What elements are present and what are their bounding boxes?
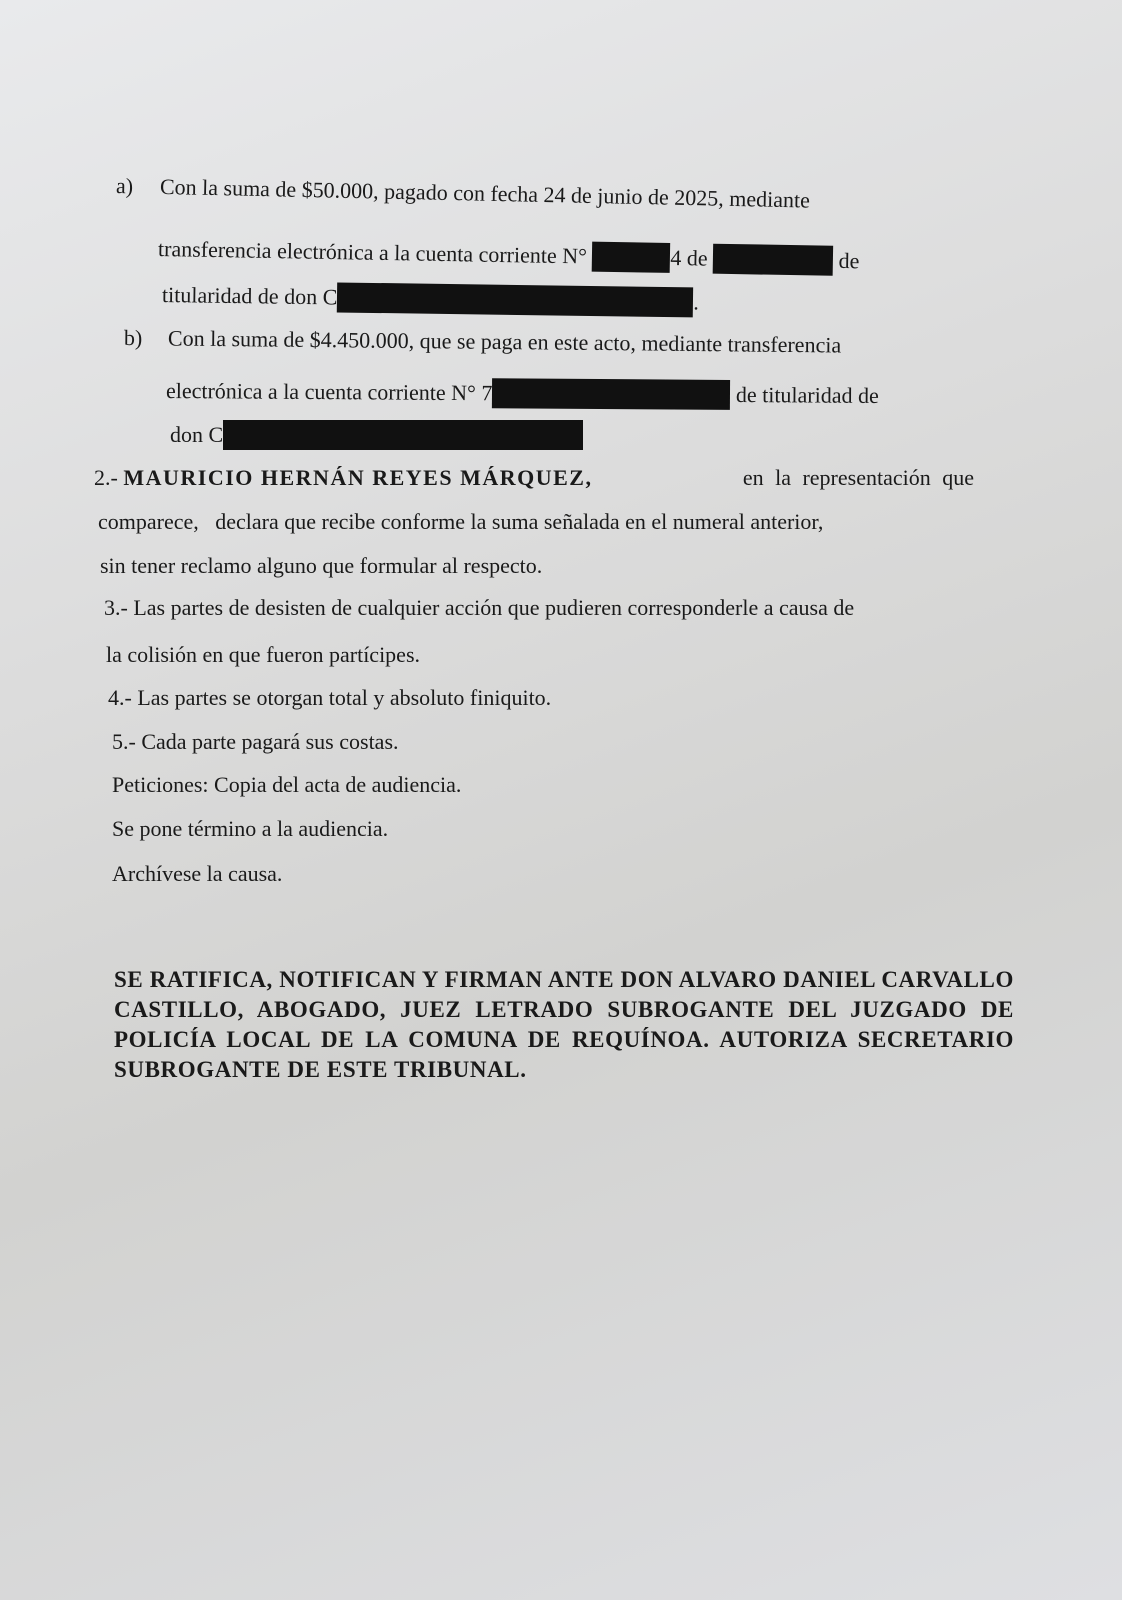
clause-5: 5.- Cada parte pagará sus costas. — [112, 729, 399, 754]
archivo-causa: Archívese la causa. — [112, 861, 283, 886]
clause-3-line-2: la colisión en que fueron partícipes. — [106, 642, 421, 667]
item-a-marker: a) — [115, 173, 134, 199]
item-a-line-1: a) Con la suma de $50.000, pagado con fecha 24 de junio de 2025, mediante — [115, 173, 811, 213]
item-a-line-3: titularidad de don C . — [162, 280, 699, 317]
clause-3-line-1: 3.- Las partes de desisten de cualquier acción que pudieren corresponderle a causa de — [104, 595, 855, 620]
redaction-box — [492, 378, 730, 410]
item-b-line-1: b) Con la suma de $4.450.000, que se paga en este acto, mediante transferencia — [123, 325, 842, 358]
clause-4: 4.- Las partes se otorgan total y absoluto finiquito. — [108, 685, 552, 710]
clause-2-line-1: 2.- MAURICIO HERNÁN REYES MÁRQUEZ, en la representación que — [94, 465, 974, 490]
item-b-line-3: don C — [170, 420, 583, 450]
clause-2-line-2: comparece, declara que recibe conforme la suma señalada en el numeral anterior, — [98, 509, 824, 534]
item-a-line-2: transferencia electrónica a la cuenta corriente N° 4 de de — [158, 234, 860, 276]
redaction-box — [337, 282, 693, 317]
closing-statement: SE RATIFICA, NOTIFICAN Y FIRMAN ANTE DON ALVARO DANIEL CARVALLO CASTILLO, ABOGADO, JUEZ LETRADO SUBROGANTE DEL JUZGADO DE POLICÍA LOCAL DE LA COMUNA DE REQUÍNOA. AUTORIZA SECRETARIO SUBROGANTE DE ESTE TRIBUNAL. — [114, 967, 1014, 1082]
redaction-box — [592, 242, 671, 273]
peticiones: Peticiones: Copia del acta de audiencia. — [112, 772, 462, 797]
clause-2-line-3: sin tener reclamo alguno que formular al respecto. — [100, 553, 543, 578]
party-name: MAURICIO HERNÁN REYES MÁRQUEZ, — [123, 465, 593, 490]
redaction-box — [223, 420, 583, 450]
termino-audiencia: Se pone término a la audiencia. — [112, 816, 389, 841]
item-b-line-2: electrónica a la cuenta corriente N° 7 de titularidad de — [165, 378, 879, 408]
item-b-marker: b) — [123, 325, 143, 351]
redaction-box — [713, 244, 834, 276]
